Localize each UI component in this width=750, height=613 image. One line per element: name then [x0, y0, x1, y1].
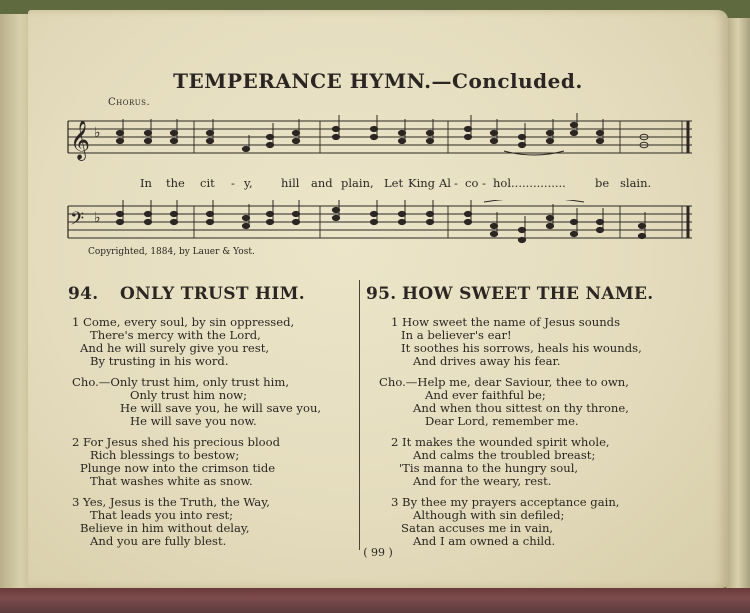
verse-line: 3 By thee my prayers acceptance gain, [391, 495, 620, 510]
verse-line: Dear Lord, remember me. [425, 413, 579, 428]
verse-line: By trusting in his word. [90, 353, 229, 368]
verse-line: He will save you now. [130, 413, 257, 428]
lyric-word: In [140, 176, 152, 190]
book-cover-edge [0, 588, 750, 613]
verse-line: Although with sin defiled; [413, 508, 565, 523]
stanza [72, 496, 362, 548]
lyric-word: plain, [341, 176, 374, 190]
verse-line: And you are fully blest. [90, 534, 227, 549]
lyric-word: - [454, 176, 458, 190]
verse-line: Cho.—Help me, dear Saviour, thee to own, [379, 375, 629, 390]
lyric-word: hol............... [493, 176, 566, 190]
verse-line: And he will surely give you rest, [80, 340, 270, 355]
verse-line: Cho.—Only trust him, only trust him, [72, 375, 290, 390]
stanza [371, 316, 701, 368]
verse-line: And I am owned a child. [413, 534, 556, 549]
treble-staff [64, 113, 700, 165]
verse-line: Satan accuses me in vain, [401, 521, 554, 536]
verse-line: And when thou sittest on thy throne, [413, 400, 629, 415]
verse-line: 2 It makes the wounded spirit whole, [391, 435, 610, 450]
page-number: ( 99 ) [363, 546, 393, 559]
lyric-word: be [595, 176, 610, 190]
hymn-title: ONLY TRUST HIM. [120, 284, 305, 304]
lyric-word: - [231, 176, 235, 190]
stanza [371, 496, 701, 548]
flat-icon: ♭ [94, 125, 101, 141]
bass-staff [64, 200, 700, 252]
stanza [72, 436, 362, 488]
flat-icon: ♭ [94, 210, 101, 226]
stanza [72, 376, 362, 428]
verse-line: It soothes his sorrows, heals his wounds, [401, 340, 642, 355]
stanza [371, 376, 701, 428]
chorus-label: Chorus. [108, 97, 151, 108]
verse-line: That leads you into rest; [90, 508, 234, 523]
lyric-word: - [482, 176, 486, 190]
lyric-word: co [465, 176, 479, 190]
lyric-word: hill [281, 176, 300, 190]
hymn-number: 95. [366, 284, 397, 304]
verse-line: There's mercy with the Lord, [90, 327, 261, 342]
hymn-94-heading [68, 284, 368, 304]
verse-line: 3 Yes, Jesus is the Truth, the Way, [72, 495, 270, 510]
verse-line: And drives away his fear. [413, 353, 561, 368]
page-title: TEMPERANCE HYMN.—Concluded. [173, 69, 583, 93]
verse-line: Plunge now into the crimson tide [80, 461, 276, 476]
verse-line: 1 Come, every soul, by sin oppressed, [72, 315, 295, 329]
stanza [371, 436, 701, 488]
hymn-title: HOW SWEET THE NAME. [402, 284, 654, 304]
hymn-number: 94. [68, 284, 99, 304]
lyric-word: Al [439, 176, 451, 190]
verse-line: And ever faithful be; [425, 388, 546, 403]
verse-line: That washes white as snow. [90, 473, 253, 488]
lyric-word: the [166, 176, 185, 190]
book-page [28, 10, 728, 588]
verse-line: Believe in him without delay, [80, 521, 250, 536]
hymn-95-heading [366, 284, 726, 304]
verse-line: 'Tis manna to the hungry soul, [399, 461, 579, 476]
verse-line: Rich blessings to bestow; [90, 448, 240, 463]
lyric-word: King [408, 176, 436, 190]
bass-clef-icon: 𝄢 [70, 209, 85, 234]
lyric-word: and [311, 176, 333, 190]
lyric-word: slain. [620, 176, 652, 190]
lyric-word: Let [384, 176, 404, 190]
verse-line: Only trust him now; [130, 388, 248, 403]
lyric-word: y, [244, 176, 253, 190]
verse-line: 1 How sweet the name of Jesus sounds [391, 315, 621, 329]
lyric-word: cit [200, 176, 215, 190]
verse-line: 2 For Jesus shed his precious blood [72, 435, 281, 450]
verse-line: He will save you, he will save you, [120, 400, 322, 415]
treble-clef-icon: 𝄞 [70, 120, 91, 160]
verse-line: And calms the troubled breast; [413, 448, 596, 463]
verse-line: And for the weary, rest. [413, 473, 552, 488]
verse-line: In a believer's ear! [401, 327, 512, 342]
hymn-94-text [72, 316, 362, 557]
hymn-95-text [371, 316, 701, 557]
right-page-edges [726, 18, 750, 590]
copyright-notice: Copyrighted, 1884, by Lauer & Yost. [88, 247, 255, 257]
stanza [72, 316, 362, 368]
music-lyrics [140, 176, 660, 190]
